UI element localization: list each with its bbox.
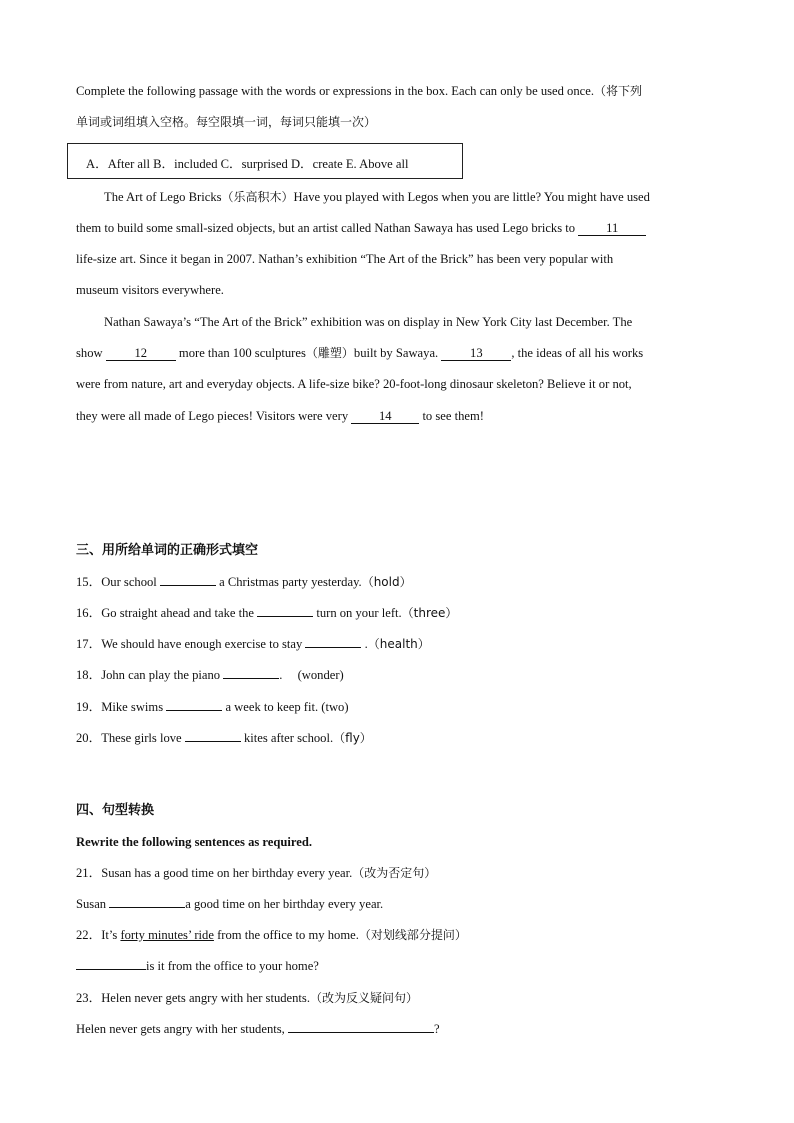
blank-11[interactable]: 11 <box>578 222 646 236</box>
passage-p2-line1: Nathan Sawaya’s “The Art of the Brick” exhibition was on display in New York City last December. The <box>104 315 633 329</box>
q21-blank[interactable] <box>109 907 185 908</box>
passage-p1-line3: life-size art. Since it began in 2007. Nathan’s exhibition “The Art of the Brick” has been very popular with <box>76 252 614 266</box>
passage-p2-line2: show 12 more than 100 sculptures（雕塑）built by Sawaya. 13 , the ideas of all his works <box>76 346 644 360</box>
q18-blank[interactable] <box>223 678 279 679</box>
question-23-answer: Helen never gets angry with her students, ? <box>76 1022 440 1036</box>
question-21: 21．Susan has a good time on her birthday every year.（改为否定句） <box>76 866 437 880</box>
q22-underlined-phrase: forty minutes’ ride <box>120 928 214 942</box>
q22-blank[interactable] <box>76 969 146 970</box>
section4-heading: 四、句型转换 <box>76 803 155 818</box>
word-box <box>67 143 463 179</box>
question-18: 18．John can play the piano . (wonder) <box>76 668 344 682</box>
question-22-answer: is it from the office to your home? <box>76 958 319 974</box>
blank-12[interactable]: 12 <box>106 347 176 361</box>
q20-blank[interactable] <box>185 741 241 742</box>
section3-heading: 三、用所给单词的正确形式填空 <box>76 543 259 558</box>
passage-p2-line4: they were all made of Lego pieces! Visitors were very 14 to see them! <box>76 409 484 423</box>
q16-blank[interactable] <box>257 616 313 617</box>
passage-instruction: Complete the following passage with the words or expressions in the box. Each can only be used once.（将下列 <box>76 84 642 98</box>
passage-p1-line1: The Art of Lego Bricks（乐高积木）Have you played with Legos when you are little? You might have used <box>104 190 650 204</box>
question-16: 16．Go straight ahead and take the turn on your left.（three） <box>76 606 458 620</box>
passage-p1-line2: them to build some small-sized objects, but an artist called Nathan Sawaya has used Lego bricks to 11 <box>76 220 646 236</box>
passage-instruction-cn: 单词或词组填入空格。每空限填一词，每词只能填一次） <box>76 115 377 129</box>
question-20: 20．These girls love kites after school.（fly） <box>76 731 372 745</box>
q23-blank[interactable] <box>288 1032 434 1033</box>
blank-13[interactable]: 13 <box>441 347 511 361</box>
question-23: 23．Helen never gets angry with her students.（改为反义疑问句） <box>76 991 418 1005</box>
q19-blank[interactable] <box>166 710 222 711</box>
question-15: 15．Our school a Christmas party yesterday.（hold） <box>76 575 412 589</box>
question-22: 22．It’s forty minutes’ ride from the office to my home.（对划线部分提问） <box>76 928 467 942</box>
passage-p1-line4: museum visitors everywhere. <box>76 283 224 297</box>
question-17: 17．We should have enough exercise to stay .（health） <box>76 637 430 651</box>
q17-blank[interactable] <box>305 647 361 648</box>
blank-14[interactable]: 14 <box>351 410 419 424</box>
word-box-options: A．After all B．included C．surprised D．create E. Above all <box>86 157 409 171</box>
section4-instruction: Rewrite the following sentences as required. <box>76 835 312 849</box>
question-21-answer: Susan a good time on her birthday every year. <box>76 897 384 911</box>
q15-blank[interactable] <box>160 585 216 586</box>
question-19: 19．Mike swims a week to keep fit. (two) <box>76 700 349 714</box>
passage-p2-line3: were from nature, art and everyday objects. A life-size bike? 20-foot-long dinosaur skeleton? Believe it or not, <box>76 377 632 391</box>
